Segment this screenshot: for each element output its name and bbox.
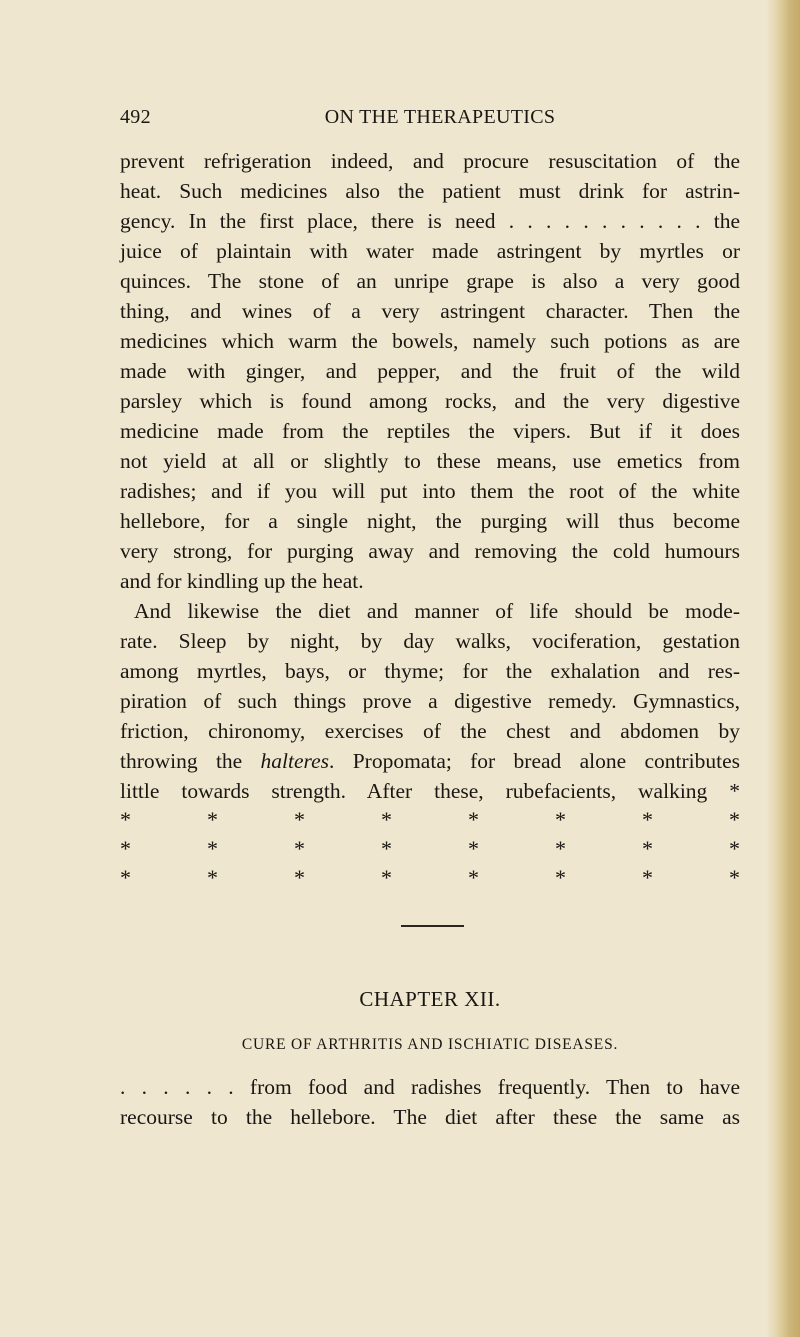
text-line — [120, 746, 740, 776]
italic-term: halteres — [260, 749, 330, 773]
text-line: . . . . . . from food and radishes frequently. Then to have — [120, 1075, 740, 1099]
asterism-row — [120, 864, 740, 892]
text-run: throwing the — [120, 749, 243, 773]
paragraph-start-line: And likewise the diet and manner of life should be mode- — [134, 599, 740, 623]
asterism-row — [120, 835, 740, 863]
asterisk: * — [729, 865, 740, 890]
text-line: little towards strength. After these, rubefacients, walking * — [120, 779, 740, 803]
asterism-row — [120, 806, 740, 834]
text-run: . Propomata; for bread alone contributes — [329, 749, 741, 773]
text-line: friction, chironomy, exercises of the chest and abdomen by — [120, 719, 740, 743]
section-rule — [401, 925, 464, 927]
chapter-title: CHAPTER XII. — [359, 987, 501, 1011]
asterisk: * — [642, 807, 653, 832]
chapter-subtitle: CURE OF ARTHRITIS AND ISCHIATIC DISEASES. — [241, 1036, 619, 1053]
text-line: made with ginger, and pepper, and the fruit of the wild — [120, 359, 740, 383]
asterisk: * — [381, 807, 392, 832]
text-line: thing, and wines of a very astringent character. Then the — [120, 299, 740, 323]
text-line: among myrtles, bays, or thyme; for the exhalation and res- — [120, 659, 740, 683]
asterisk: * — [642, 865, 653, 890]
asterisk: * — [555, 865, 566, 890]
asterisk: * — [120, 836, 131, 861]
asterisk: * — [207, 836, 218, 861]
asterisk: * — [642, 836, 653, 861]
text-line: and for kindling up the heat. — [120, 569, 364, 593]
asterisk: * — [207, 807, 218, 832]
running-title: ON THE THERAPEUTICS — [324, 106, 556, 128]
asterisk: * — [468, 807, 479, 832]
asterisk: * — [294, 807, 305, 832]
text-line: juice of plaintain with water made astringent by myrtles or — [120, 239, 740, 263]
text-line: radishes; and if you will put into them the root of the white — [120, 479, 740, 503]
text-line: prevent refrigeration indeed, and procure resuscitation of the — [120, 149, 740, 173]
asterisk: * — [468, 836, 479, 861]
asterisk: * — [468, 865, 479, 890]
asterisk: * — [555, 836, 566, 861]
text-line: not yield at all or slightly to these means, use emetics from — [120, 449, 740, 473]
running-head — [120, 106, 740, 136]
text-line: medicine made from the reptiles the vipers. But if it does — [120, 419, 740, 443]
text-line: rate. Sleep by night, by day walks, vociferation, gestation — [120, 629, 740, 653]
text-line: hellebore, for a single night, the purging will thus become — [120, 509, 740, 533]
asterisk: * — [294, 865, 305, 890]
asterisk: * — [381, 865, 392, 890]
asterisk: * — [120, 865, 131, 890]
asterisk: * — [207, 865, 218, 890]
page-edge — [766, 0, 800, 1337]
page-number: 492 — [120, 106, 151, 128]
asterisk: * — [555, 807, 566, 832]
text-line: heat. Such medicines also the patient must drink for astrin- — [120, 179, 740, 203]
asterisk: * — [120, 807, 131, 832]
text-line: parsley which is found among rocks, and the very digestive — [120, 389, 740, 413]
asterisk: * — [729, 836, 740, 861]
text-line: medicines which warm the bowels, namely such potions as are — [120, 329, 740, 353]
text-line: piration of such things prove a digestive remedy. Gymnastics, — [120, 689, 740, 713]
text-line: quinces. The stone of an unripe grape is also a very good — [120, 269, 740, 293]
text-line: recourse to the hellebore. The diet after these the same as — [120, 1105, 740, 1129]
asterisk: * — [729, 807, 740, 832]
asterisk: * — [294, 836, 305, 861]
text-line: gency. In the first place, there is need . . . . . . . . . . . the — [120, 209, 740, 233]
text-line: very strong, for purging away and removing the cold humours — [120, 539, 740, 563]
asterisk: * — [381, 836, 392, 861]
